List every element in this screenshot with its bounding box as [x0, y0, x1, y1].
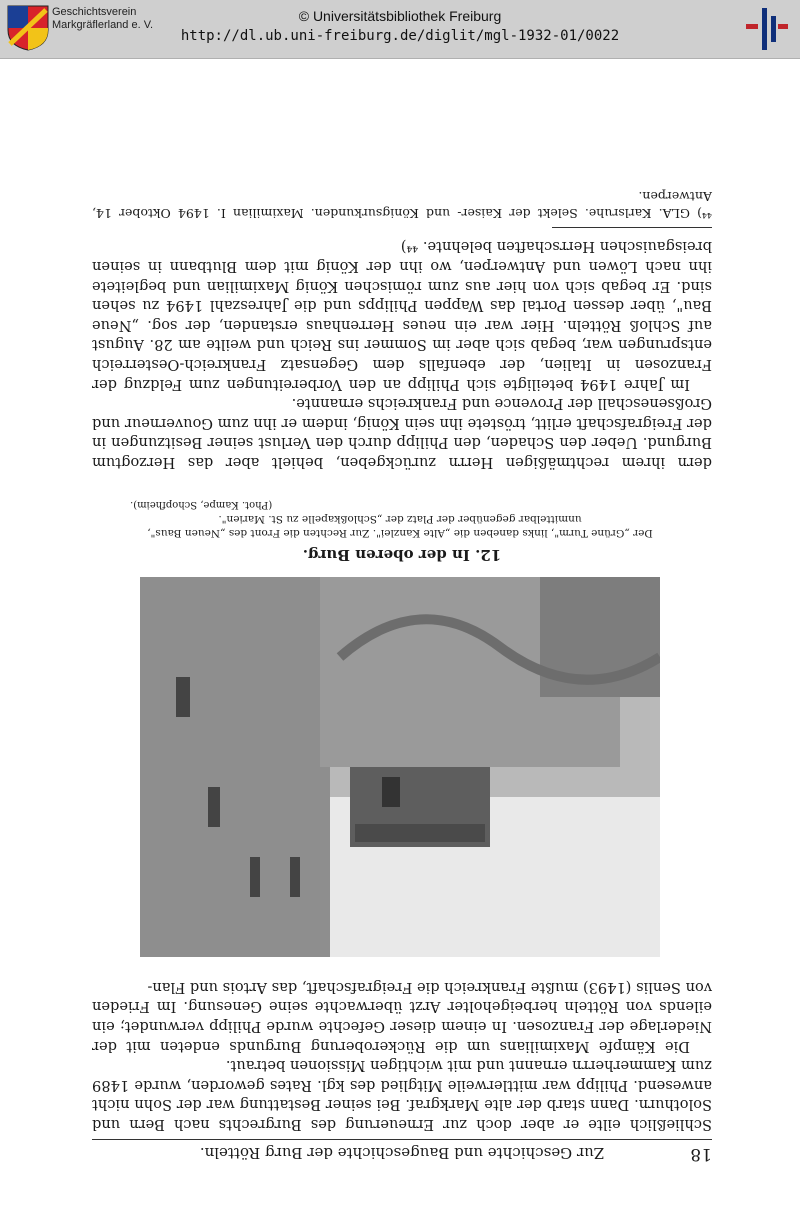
- scanned-page: [0, 58, 800, 1232]
- footnote: ⁴⁴) GLA. Karlsruhe. Selekt der Kaiser- und Königsurkunden. Maximilian I. 1494 Oktober 14, Antwerpen.: [92, 189, 712, 221]
- paragraph: dern ihrem rechtmäßigen Herrn zurückgeben, behielt aber das Herzogtum Burgund. Ueber den Schaden, den Philipp durch den Verlust seiner Besitzungen in der Freigrafschaft erlitt, tröstete ihn sein König, indem er ihn zum Gouverneur und Großseneschall der Provence und Frankreichs ernannte.: [92, 395, 712, 471]
- running-head: [92, 1139, 712, 1164]
- photo-credit: (Phot. Kampe, Schopfheim).: [130, 499, 273, 510]
- body-text-bottom: [92, 237, 712, 472]
- figure-caption: Der „Grüne Turm", links daneben die „Alte Kanzlei". Zur Rechten die Front des „Neuen Baus", unmittelbar gegenüber der Platz der „Schloßkapelle zu St. Marien".: [147, 513, 653, 539]
- paragraph: Die Kämpfe Maximilians um die Rückeroberung Burgunds endeten mit der Niederlage der Franzosen. In einem dieser Gefechte wurde Philipp verwundet; ein eilends von Rötteln herbeigeholter Arzt überwachte seine Genesung. Im Frieden von Senlis (1493) mußte Frankreich die Freigrafschaft, das Artois und Flan-: [92, 978, 712, 1055]
- figure-title: 12. In der oberen Burg.: [302, 546, 502, 564]
- castle-photograph: [140, 577, 660, 957]
- footnote-divider: [552, 227, 712, 228]
- paragraph: Schließlich eilte er aber doch zur Erneuerung des Burgrechts nach Bern und Solothurn. Dann starb der alte Markgraf. Bei seiner Bestattung war der Sohn nicht anwesend. Philipp war mittlerweile Mitglied des kgl. Rates geworden, wurde 1489 zum Kammerherrn ernannt und mit wichtigen Missionen betraut.: [92, 1057, 712, 1133]
- society-name: Geschichtsverein Markgräflerland e. V.: [52, 6, 154, 31]
- library-logo-icon: [744, 6, 790, 52]
- body-text-top: [92, 977, 712, 1134]
- permalink-url[interactable]: http://dl.ub.uni-freiburg.de/diglit/mgl-1932-01/0022: [180, 28, 620, 44]
- paragraph: Im Jahre 1494 beteiligte sich Philipp an den Vorbereitungen zum Feldzug der Franzosen in Italien, der ebenfalls dem Gegensatz Frankreich-Oesterreich entsprungen war, begab sich aber im Sommer ins Reich und weilte am 28. August auf Schloß Rötteln. Hier war ein neues Herrenhaus erstanden, der sog. „Neue Bau", über dessen Portal das Wappen Philipps und die Jahreszahl 1494 zu sehen sind. Er begab sich von hier aus zum römischen König Maximilian und begleitete ihn nach Löwen und Antwerpen, wo ihn der König mit dem Blutbann in seinen breisgauischen Herrschaften belehnte. ⁴⁴): [92, 238, 712, 393]
- page-number: 18: [690, 1144, 712, 1164]
- running-title: Zur Geschichte und Baugeschichte der Burg Rötteln.: [199, 1144, 605, 1162]
- copyright-notice: © Universitätsbibliothek Freiburg: [298, 8, 502, 24]
- top-banner: [0, 0, 800, 59]
